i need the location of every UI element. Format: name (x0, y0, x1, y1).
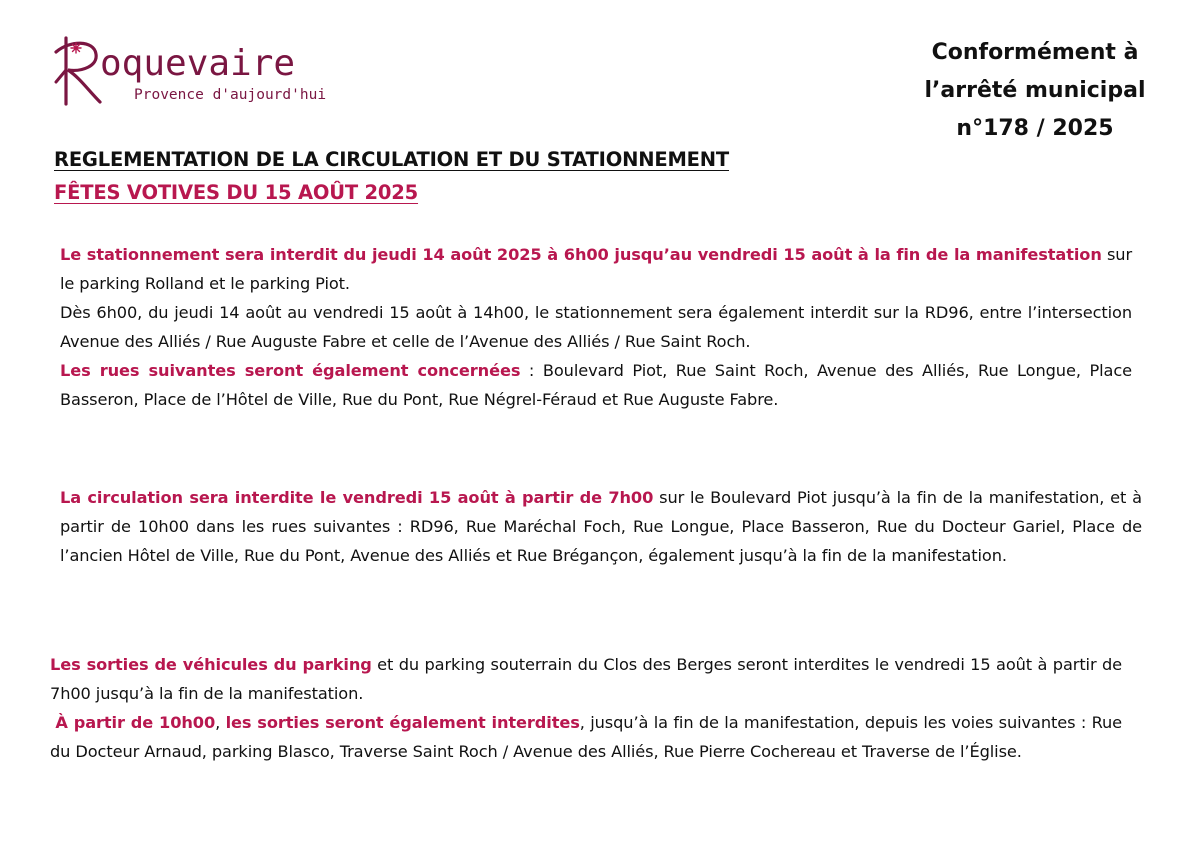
separator-text: , (215, 713, 226, 732)
star-icon (71, 43, 81, 53)
vehicle-exit-highlight: Les sorties de véhicules du parking (50, 655, 372, 674)
parking-ban-text: sur le parking Rolland et le parking Piot. (60, 245, 1132, 293)
from-10h-highlight: À partir de 10h00 (55, 713, 216, 732)
traffic-restriction-section (60, 483, 1142, 570)
vehicle-exit-text: et du parking souterrain du Clos des Berges seront interdites le vendredi 15 août à partir de 7h00 jusqu’à la fin de la manifestation. (50, 655, 1122, 703)
traffic-ban-text: sur le Boulevard Piot jusqu’à la fin de la manifestation, et à partir de 10h00 dans les rues suivantes : RD96, Rue Maréchal Foch, Rue Longue, Place Basseron, Rue du Docteur Gariel, Place de l’ancien Hôtel de Ville, Rue du Pont, Avenue des Alliés et Rue Brégançon, également jusqu’à la fin de la manifestation. (60, 488, 1142, 565)
roquevaire-logo (52, 30, 332, 110)
rd96-parking-text: Dès 6h00, du jeudi 14 août au vendredi 15 août à 14h00, le stationnement sera également interdit sur la RD96, entre l’intersection Avenue des Alliés / Rue Auguste Fabre et celle de l’Avenue des Alliés / Rue Saint Roch. (60, 303, 1132, 351)
logo-tagline: Provence d'aujourd'hui (134, 87, 327, 103)
traffic-ban-highlight: La circulation sera interdite le vendredi 15 août à partir de 7h00 (60, 488, 654, 507)
streets-concerned-highlight: Les rues suivantes seront également concernées (60, 361, 521, 380)
exit-restriction-section (50, 650, 1122, 766)
page-subtitle: FÊTES VOTIVES DU 15 AOÛT 2025 (54, 181, 419, 204)
exits-banned-highlight: les sorties seront également interdites (225, 713, 580, 732)
arrete-line-1: Conformément à (931, 40, 1139, 65)
arrete-reference (895, 34, 1175, 148)
arrete-line-3: n°178 / 2025 (956, 116, 1114, 141)
arrete-line-2: l’arrêté municipal (924, 78, 1146, 103)
parking-ban-highlight: Le stationnement sera interdit du jeudi 14 août 2025 à 6h00 jusqu’au vendredi 15 août à la fin de la manifestation (60, 245, 1102, 264)
logo-name: oquevaire (100, 43, 296, 84)
parking-restriction-section (60, 240, 1132, 414)
streets-concerned-text: : Boulevard Piot, Rue Saint Roch, Avenue des Alliés, Rue Longue, Place Basseron, Place de l’Hôtel de Ville, Rue du Pont, Rue Négrel-Féraud et Rue Auguste Fabre. (60, 361, 1132, 409)
page-title: REGLEMENTATION DE LA CIRCULATION ET DU STATIONNEMENT (54, 148, 729, 171)
exits-banned-text: , jusqu’à la fin de la manifestation, depuis les voies suivantes : Rue du Docteur Arnaud, parking Blasco, Traverse Saint Roch / Avenue des Alliés, Rue Pierre Cochereau et Traverse de l’Église. (50, 713, 1123, 761)
